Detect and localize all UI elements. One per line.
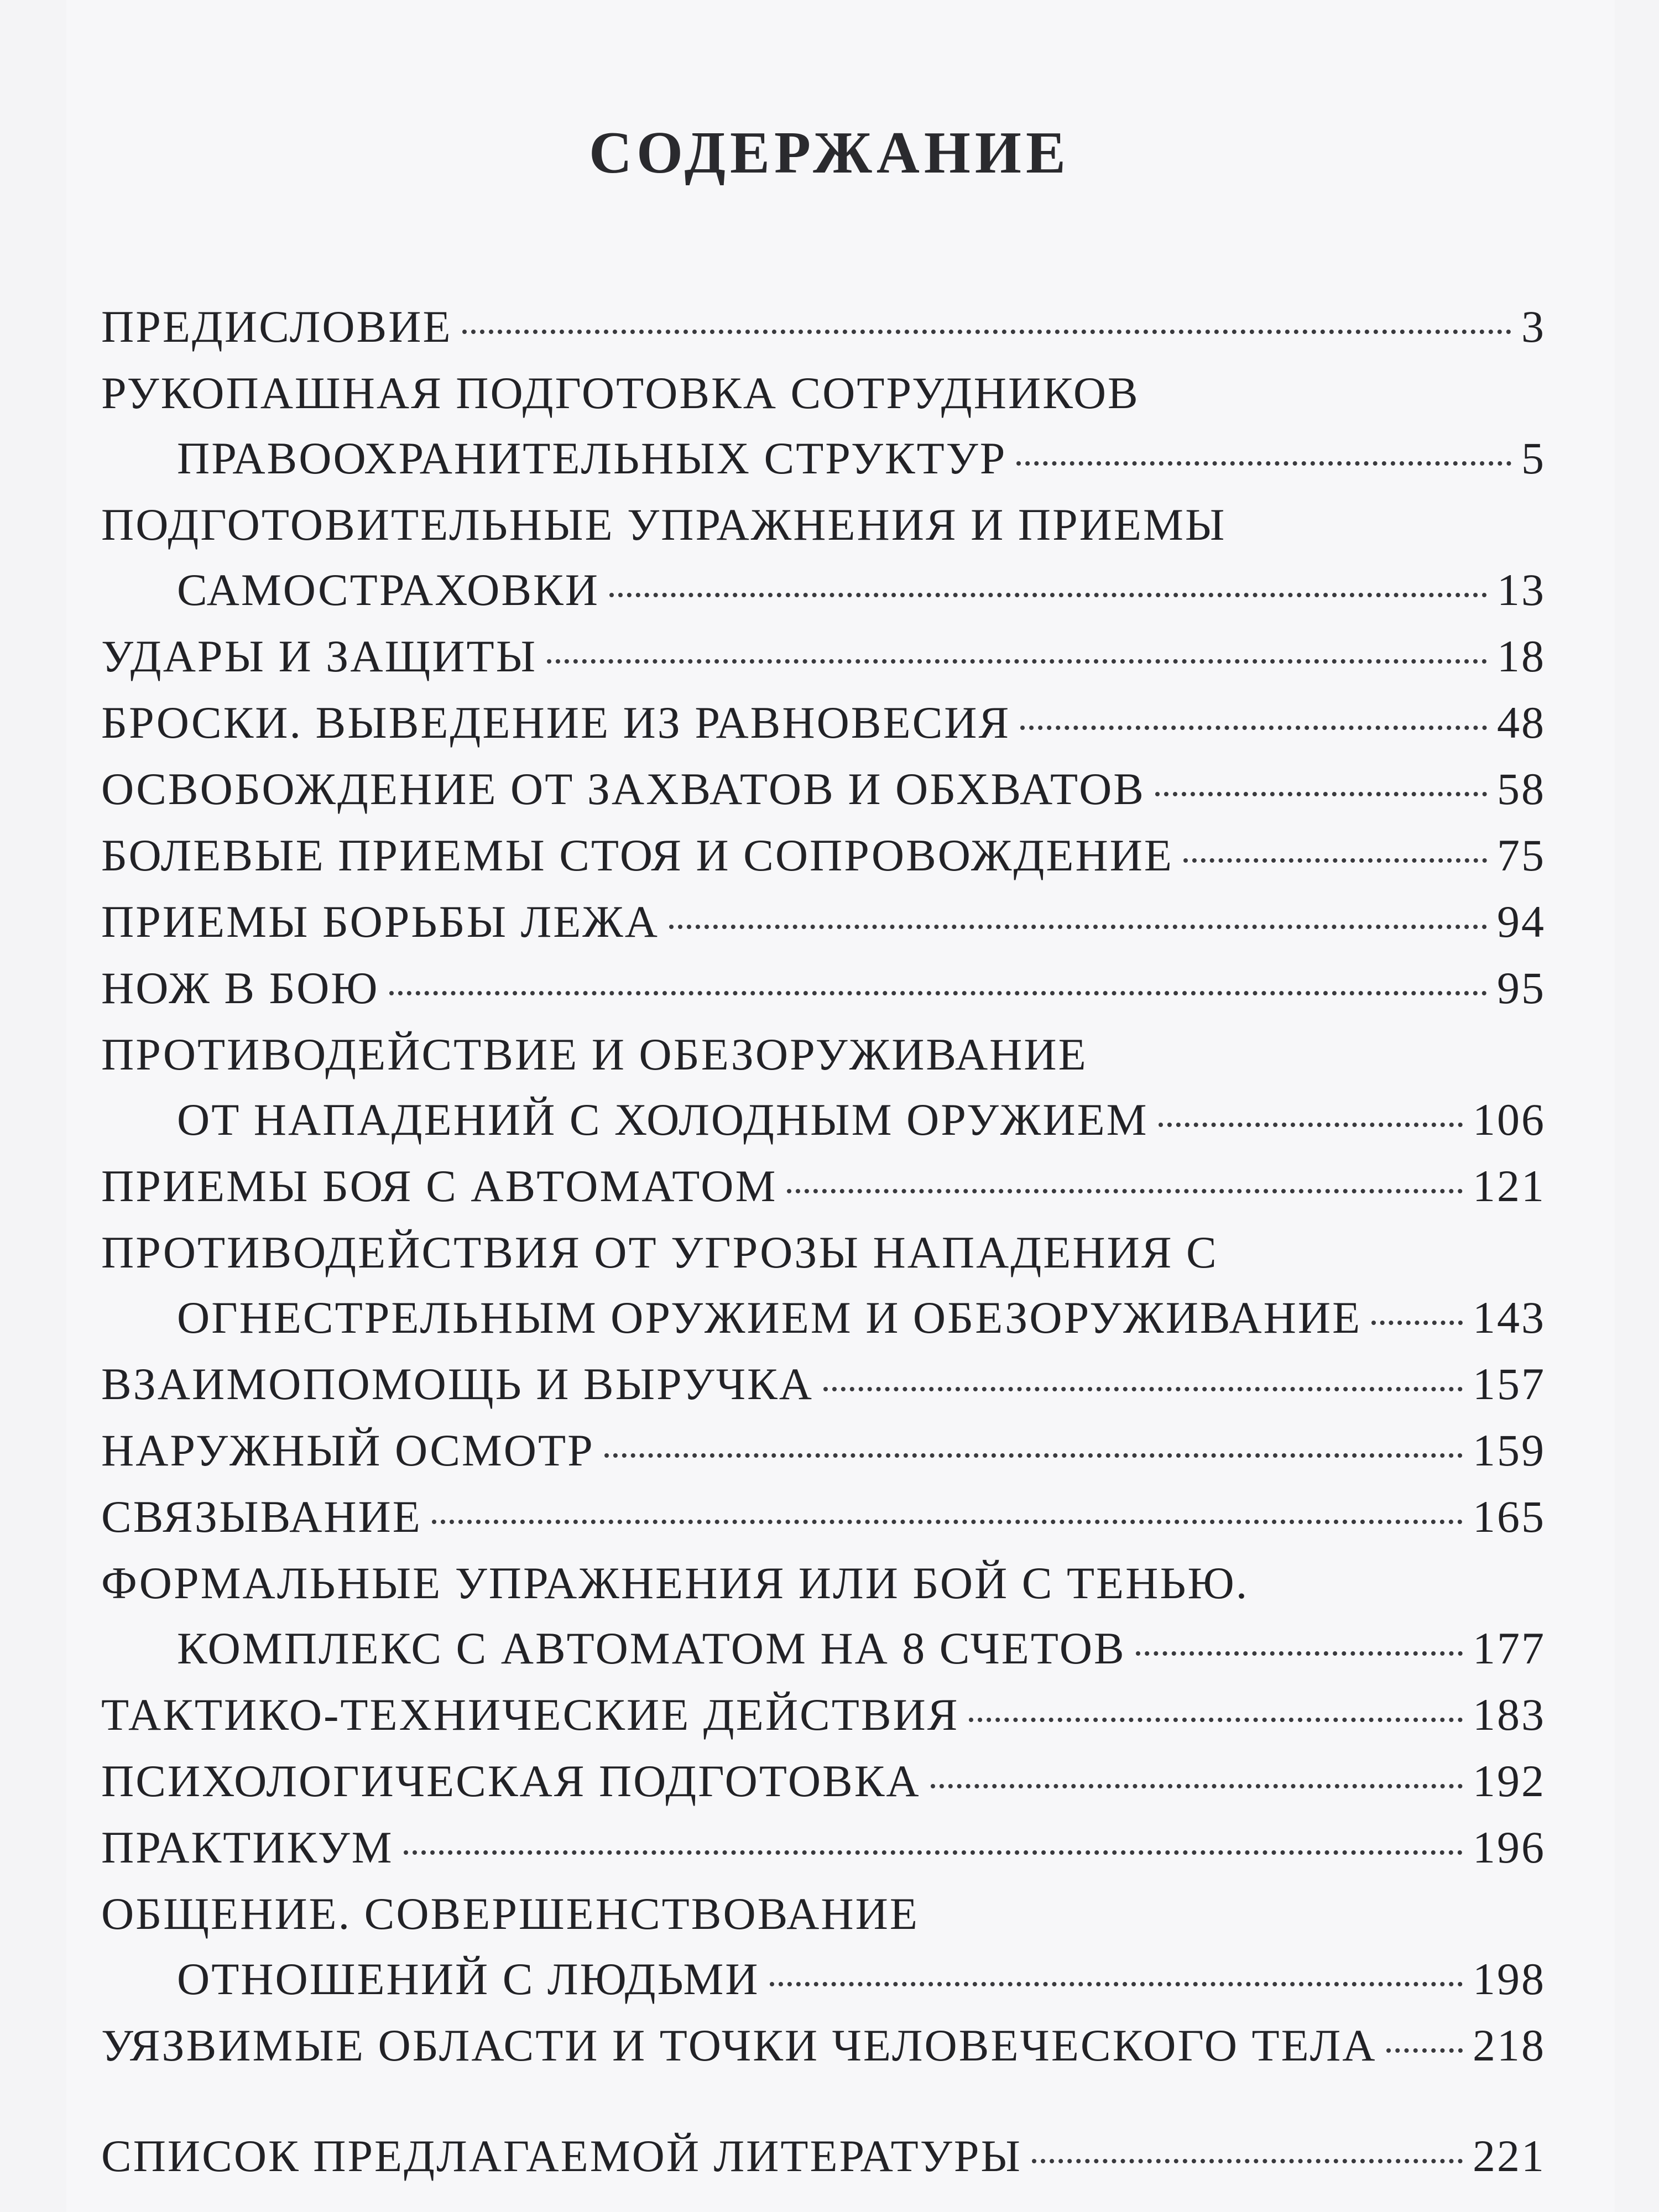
- toc-page-number: 198: [1473, 1954, 1546, 2004]
- dot-leader: [1136, 1651, 1463, 1656]
- toc-entry: [101, 690, 1546, 757]
- toc-entry-row: [101, 1087, 1546, 1152]
- toc-entry-row: [101, 426, 1546, 491]
- toc-page-number: 121: [1473, 1161, 1546, 1211]
- toc-entry-row: [101, 2013, 1546, 2078]
- toc-entry: [101, 1682, 1546, 1749]
- dot-leader: [404, 1850, 1463, 1855]
- toc-page-number: 75: [1497, 830, 1546, 880]
- toc-entry-title: ТАКТИКО-ТЕХНИЧЕСКИЕ ДЕЙСТВИЯ: [101, 1689, 959, 1740]
- toc-entry-title-line: РУКОПАШНАЯ ПОДГОТОВКА СОТРУДНИКОВ: [101, 368, 1140, 418]
- toc-entry-title: ОСВОБОЖДЕНИЕ ОТ ЗАХВАТОВ И ОБХВАТОВ: [101, 764, 1145, 814]
- toc-entry: [101, 492, 1546, 624]
- toc-page-number: 218: [1473, 2020, 1546, 2070]
- toc-entry-title: ВЗАИМОПОМОЩЬ И ВЫРУЧКА: [101, 1359, 813, 1409]
- toc-page-number: 221: [1473, 2131, 1546, 2181]
- toc-page-number: 106: [1473, 1094, 1546, 1145]
- toc-entry-title: БРОСКИ. ВЫВЕДЕНИЕ ИЗ РАВНОВЕСИЯ: [101, 697, 1011, 748]
- toc-entry-title: ОГНЕСТРЕЛЬНЫМ ОРУЖИЕМ И ОБЕЗОРУЖИВАНИЕ: [177, 1292, 1362, 1343]
- toc-entry-row: [101, 889, 1546, 954]
- dot-leader: [669, 925, 1487, 929]
- toc-entry-row: [101, 690, 1546, 755]
- toc-page-number: 196: [1473, 1822, 1546, 1872]
- toc-entry-title-line: ПРОТИВОДЕЙСТВИЕ И ОБЕЗОРУЖИВАНИЕ: [101, 1029, 1088, 1079]
- dot-leader: [1159, 1123, 1463, 1127]
- toc-entry-title: ПРЕДИСЛОВИЕ: [101, 301, 452, 352]
- toc-entry-row: [101, 757, 1546, 822]
- toc-entry: [101, 2013, 1546, 2124]
- toc-entry: [101, 294, 1546, 361]
- dot-leader: [770, 1982, 1463, 1986]
- toc-entry: [101, 1418, 1546, 1484]
- dot-leader: [547, 659, 1487, 664]
- toc-entry: [101, 1154, 1546, 1220]
- toc-entry: [101, 1484, 1546, 1551]
- dot-leader: [432, 1520, 1463, 1524]
- toc-entry-row: [101, 823, 1546, 888]
- toc-entry-row: [101, 1682, 1546, 1747]
- toc-entry: [101, 823, 1546, 889]
- toc-entry-title-line: ФОРМАЛЬНЫЕ УПРАЖНЕНИЯ ИЛИ БОЙ С ТЕНЬЮ.: [101, 1558, 1249, 1608]
- toc-entry-row: [101, 1616, 1546, 1681]
- toc-entry-row: [101, 557, 1546, 623]
- dot-leader: [1371, 1321, 1463, 1325]
- toc-entry-row: [101, 624, 1546, 689]
- toc-entry-title: ОТНОШЕНИЙ С ЛЮДЬМИ: [177, 1954, 760, 2004]
- dot-leader: [1016, 461, 1511, 466]
- dot-leader: [1386, 2048, 1463, 2053]
- dot-leader: [1020, 726, 1487, 730]
- dot-leader: [604, 1453, 1463, 1458]
- toc-page-number: 13: [1497, 565, 1546, 615]
- dot-leader: [389, 991, 1487, 995]
- toc-entry-row: [101, 1418, 1546, 1483]
- toc-entry: [101, 956, 1546, 1022]
- toc-entry-row: [101, 1154, 1546, 1219]
- toc-entry-title: УЯЗВИМЫЕ ОБЛАСТИ И ТОЧКИ ЧЕЛОВЕЧЕСКОГО ТЕЛА: [101, 2020, 1377, 2070]
- toc-entry-title: ПРИЕМЫ БОРЬБЫ ЛЕЖА: [101, 896, 659, 947]
- toc-page-number: 192: [1473, 1756, 1546, 1806]
- toc-entry-title-line: ОБЩЕНИЕ. СОВЕРШЕНСТВОВАНИЕ: [101, 1888, 919, 1939]
- toc-page-number: 94: [1497, 896, 1546, 947]
- toc-entry-title: УДАРЫ И ЗАЩИТЫ: [101, 631, 538, 681]
- toc-page-number: 58: [1497, 764, 1546, 814]
- dot-leader: [609, 593, 1487, 597]
- toc-entry: [101, 1551, 1546, 1682]
- toc-entry: [101, 2124, 1546, 2190]
- toc-entry-row: [101, 1947, 1546, 2012]
- toc-page-number: 165: [1473, 1491, 1546, 1542]
- toc-entry-row: [101, 1749, 1546, 1814]
- toc-entry-title-line: ПОДГОТОВИТЕЛЬНЫЕ УПРАЖНЕНИЯ И ПРИЕМЫ: [101, 499, 1227, 550]
- dot-leader: [787, 1189, 1463, 1193]
- toc-page-number: 5: [1521, 433, 1546, 483]
- toc-page-number: 143: [1473, 1292, 1546, 1343]
- toc-entry: [101, 757, 1546, 823]
- page-title: СОДЕРЖАНИЕ: [589, 120, 1070, 186]
- toc-entry-title: ПРАКТИКУМ: [101, 1822, 394, 1872]
- toc-entry: [101, 889, 1546, 956]
- toc-entry: [101, 624, 1546, 690]
- toc-entry: [101, 1881, 1546, 2013]
- toc-page-number: 18: [1497, 631, 1546, 681]
- toc-page-number: 157: [1473, 1359, 1546, 1409]
- toc-page-number: 95: [1497, 963, 1546, 1013]
- toc-entry-title: ПРАВООХРАНИТЕЛЬНЫХ СТРУКТУР: [177, 433, 1007, 483]
- toc-entry-title: СПИСОК ПРЕДЛАГАЕМОЙ ЛИТЕРАТУРЫ: [101, 2131, 1022, 2181]
- toc-entry-row: [101, 1285, 1546, 1350]
- toc-entry-title: КОМПЛЕКС С АВТОМАТОМ НА 8 СЧЕТОВ: [177, 1623, 1126, 1673]
- dot-leader: [969, 1718, 1463, 1722]
- dot-leader: [823, 1387, 1463, 1391]
- toc-entry-row: [101, 2124, 1546, 2189]
- dot-leader: [1155, 792, 1487, 796]
- toc-entry-row: [101, 1815, 1546, 1880]
- toc-entry: [101, 1352, 1546, 1418]
- toc-page-number: 177: [1473, 1623, 1546, 1673]
- toc-entry-title: САМОСТРАХОВКИ: [177, 565, 599, 615]
- toc-entry-title: БОЛЕВЫЕ ПРИЕМЫ СТОЯ И СОПРОВОЖДЕНИЕ: [101, 830, 1173, 880]
- toc-page-number: 159: [1473, 1425, 1546, 1475]
- table-of-contents: [101, 294, 1546, 2190]
- dot-leader: [462, 330, 1511, 334]
- toc-entry-row: [101, 956, 1546, 1021]
- toc-entry-row: [101, 1352, 1546, 1417]
- toc-entry: [101, 1220, 1546, 1352]
- dot-leader: [931, 1784, 1463, 1788]
- toc-entry-title: ПСИХОЛОГИЧЕСКАЯ ПОДГОТОВКА: [101, 1756, 921, 1806]
- toc-entry: [101, 1815, 1546, 1881]
- toc-entry: [101, 1022, 1546, 1154]
- toc-entry-row: [101, 294, 1546, 359]
- toc-entry-title: ПРИЕМЫ БОЯ С АВТОМАТОМ: [101, 1161, 778, 1211]
- toc-page-number: 183: [1473, 1689, 1546, 1740]
- toc-entry-title-line: ПРОТИВОДЕЙСТВИЯ ОТ УГРОЗЫ НАПАДЕНИЯ С: [101, 1227, 1218, 1277]
- toc-entry: [101, 1749, 1546, 1815]
- toc-page-number: 48: [1497, 697, 1546, 748]
- toc-page-number: 3: [1521, 301, 1546, 352]
- toc-entry-title: ОТ НАПАДЕНИЙ С ХОЛОДНЫМ ОРУЖИЕМ: [177, 1094, 1149, 1145]
- toc-entry: [101, 361, 1546, 492]
- dot-leader: [1183, 858, 1487, 863]
- toc-entry-title: НАРУЖНЫЙ ОСМОТР: [101, 1425, 594, 1475]
- toc-entry-title: НОЖ В БОЮ: [101, 963, 379, 1013]
- toc-entry-row: [101, 1484, 1546, 1550]
- toc-entry-title: СВЯЗЫВАНИЕ: [101, 1491, 422, 1542]
- dot-leader: [1032, 2159, 1463, 2163]
